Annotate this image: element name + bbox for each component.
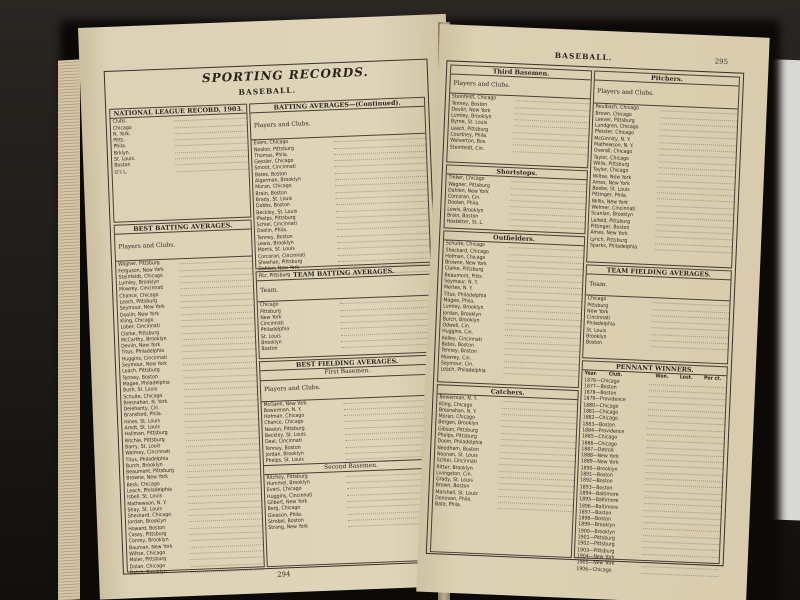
row-label: Devlin, New York (451, 106, 491, 115)
row-label: Lewis, Brooklyn (257, 239, 294, 248)
row-label: 1892—Boston (579, 477, 613, 485)
row-label: Bush, St. Louis (122, 386, 158, 394)
row-label: Brady, St. Louis (255, 195, 293, 204)
row-label: Moran, Chicago (438, 413, 476, 421)
row-label: Lynch, Pittsburg (590, 236, 628, 244)
row-label: Scanlan, Brooklyn (591, 210, 634, 219)
row-label: Tenney, Boston (265, 444, 301, 452)
row-label: Overall, Chicago (593, 147, 633, 156)
row-label: Doolin, New York (119, 310, 160, 319)
row-label: Beckley, St. Louis (256, 208, 298, 216)
row-label: Jordan, Brooklyn (442, 309, 482, 318)
row-label: Philadelphia (586, 320, 616, 329)
row-label: 1886—Chicago (581, 439, 617, 448)
table-title: Third Basemen. (451, 66, 591, 81)
row-label: Titus, Philadelphia (125, 455, 169, 463)
row-label: Pittsburg (587, 302, 609, 309)
row-label: Ritter, Brooklyn (436, 463, 473, 472)
row-label: 1898—Boston (578, 515, 612, 523)
right-page (416, 24, 769, 600)
row-label: Evers, Chicago (266, 486, 302, 494)
row-label: St. Louis. (113, 155, 136, 163)
row-label: Evers, Chicago (253, 139, 289, 147)
row-label: Hallman, Pittsburg (124, 430, 168, 438)
table-title: BEST BATTING AVERAGES. (115, 221, 251, 236)
row-label: 1880—Chicago (583, 402, 619, 410)
page-number: 295 (714, 57, 729, 67)
row-label: Chance, Chicago (119, 291, 159, 300)
row-label: Strobel, Boston (267, 517, 304, 526)
row-label: Bransford, Phila. (123, 411, 163, 419)
row-label: Hummel, Brooklyn (266, 479, 310, 488)
left-page (78, 14, 468, 600)
row-label: 1881—Chicago (582, 408, 619, 416)
row-label: Mowrey, Cincinnati (118, 285, 164, 294)
row-label: 1876—Chicago (584, 376, 620, 385)
row-label: 1882—Chicago (582, 414, 619, 423)
row-label: Wiltse, New York (592, 173, 632, 181)
row-label: Conroy, Brooklyn (128, 537, 169, 545)
row-label: Dobbs, Boston (255, 202, 290, 210)
row-label: Byrne, St. Louis (450, 119, 488, 127)
column-label: Team. (586, 275, 731, 302)
row-label: 1902—Pittsburg (577, 540, 615, 549)
row-label: 1885—Chicago (581, 433, 618, 442)
row-label: Lumley, Brooklyn (451, 112, 492, 121)
row-label: Grady, St. Louis (435, 476, 473, 484)
team-batting-table (255, 265, 434, 360)
row-label: Boston (585, 339, 603, 347)
row-label: Brooklyn (585, 333, 607, 341)
row-label: Dooin, Philadelphia (437, 438, 483, 447)
row-label: Tinker, Chicago (448, 174, 485, 183)
row-label: Smoot, Cincinnati (254, 164, 296, 172)
row-label: Bate, Phila. (434, 501, 462, 509)
row-label: Gibson, Pittsburg (437, 426, 479, 434)
row-label: Gessler, Chicago (254, 158, 294, 166)
row-label: Leever, Pittsburg (595, 116, 635, 125)
row-label: Brooklyn (261, 339, 282, 347)
table-section: First Basemen. (260, 365, 434, 381)
row-label: Huggins, Cincinnati (121, 354, 168, 363)
row-label: Donovan, Phila. (435, 495, 472, 503)
row-label: Browne, New York (444, 259, 487, 268)
row-label: Chance, Chicago (264, 419, 304, 427)
row-label: Courtney, Phila. (450, 131, 488, 140)
row-label: Jordan, Brooklyn (265, 450, 304, 459)
row-label: Arndt, St. Louis (124, 424, 161, 432)
row-label: Brklyn. (113, 149, 131, 157)
row-label: 1905—New York (576, 559, 615, 567)
row-label: 1901—Pittsburg (577, 534, 616, 542)
row-label: 1900—Brooklyn (577, 527, 615, 536)
row-label: Schlei, Cincinnati (436, 457, 478, 466)
row-label: Phelps, Pittsburg (256, 214, 296, 223)
row-label: Dahlen, New York (447, 187, 489, 196)
row-label: Phila. (113, 143, 127, 151)
team-fielding-table (582, 264, 732, 364)
row-label: Dahlen, New York (258, 264, 300, 273)
row-label: Pittinger, Boston (590, 223, 630, 232)
pennant-winners-table (574, 360, 728, 574)
column-header: Club. (608, 371, 623, 379)
row-label: Steinfeldt, Chicago (451, 93, 497, 102)
row-label: 1906—Chicago (576, 565, 612, 574)
row-label: McCarthy, Brooklyn (120, 335, 167, 344)
row-label: Leach, Pittsburg (119, 298, 158, 306)
row-label: Dolan, Chicago (129, 562, 166, 570)
row-label: Marshall, St. Louis (435, 488, 478, 497)
row-label: 1887—Detroit (581, 446, 615, 454)
row-label: Lumley, Brooklyn (443, 303, 484, 312)
row-label: Strang, New York (268, 523, 309, 532)
row-label: Bergen, Brooklyn (438, 419, 479, 428)
row-label: McGinnity, N. Y. (594, 135, 631, 143)
column-label: Players and Clubs. (250, 107, 425, 141)
row-label: Willis, Pittsburg (593, 160, 630, 169)
row-label: Brain, Boston (255, 189, 287, 197)
row-label: Leach, Pittsburg (122, 367, 160, 375)
row-label: Taylor, Chicago (592, 166, 629, 175)
row-label: Tenney, Boston (257, 233, 293, 242)
column-header: Year. (584, 370, 598, 378)
row-label: Bates, Boston (441, 341, 474, 349)
row-label: Beebe, St. Louis (592, 185, 630, 194)
row-label: Phelps, St. Louis (265, 456, 304, 465)
row-label: Boston (261, 345, 278, 353)
row-label: Sheckard, Chicago (445, 247, 489, 255)
row-label: 1884—Providence (581, 427, 625, 436)
row-label: Huggins, Cin. (441, 328, 474, 337)
row-label: Schulte, Chicago (123, 392, 163, 401)
row-label: N. York. (113, 130, 131, 138)
row-label: Wagner, Pittsburg (118, 260, 160, 268)
row-label: Delehanty, Cin. (123, 405, 160, 413)
outfielders-table (437, 230, 585, 388)
row-label: Mathewson, N. Y. (593, 141, 634, 150)
row-label: Howard, Boston (128, 524, 166, 533)
row-label: Leach, Philadelphia (126, 486, 173, 495)
table-title: Catchers. (437, 385, 577, 400)
row-label: Magee, Phila. (443, 297, 475, 305)
row-label: Brain, Boston (446, 212, 479, 220)
row-label: Morris, St. Louis (257, 246, 295, 254)
table-section: Second Basemen. (264, 458, 438, 475)
table-title: Outfielders. (444, 231, 584, 246)
row-label: Kling, Chicago (438, 400, 473, 409)
row-label: 1888—New York (580, 452, 619, 461)
row-label: Berg, Chicago (267, 505, 301, 513)
row-label: 1893—Boston (579, 483, 613, 492)
table-title: Shortstops. (447, 165, 587, 180)
row-label: Wiltse, Chicago (129, 549, 166, 558)
row-label: Pfeister, Chicago (594, 129, 635, 137)
row-label: Clarke, Pittsburg (120, 329, 160, 338)
table-title: BATTING AVERAGES—(Continued). (250, 98, 424, 114)
row-label: 1891—Boston (580, 471, 614, 479)
row-label: Chicago (587, 295, 607, 303)
page-subheader: BASEBALL. (238, 85, 297, 97)
row-label: Seymour, Cin. (440, 360, 474, 368)
row-label: Corcoran, Cincinnati (257, 252, 306, 260)
page-header: BASEBALL. (554, 50, 613, 63)
row-label: Reulbach, Chicago (595, 103, 639, 112)
column-label: Players and Clubs. (261, 374, 436, 402)
row-label: G's L. (114, 168, 128, 176)
row-label: Nealon, Pittsburg (253, 145, 294, 153)
row-label: Leifeld, Pittsburg (590, 217, 631, 225)
row-label: Devlin, New York (121, 342, 161, 350)
row-label: St. Louis (586, 327, 607, 335)
row-label: Phelps, Pittsburg (437, 432, 477, 440)
row-label: Leach, Pittsburg (450, 125, 489, 133)
row-label: Noonan, St. Louis (436, 451, 478, 459)
column-label: Players and Clubs. (594, 81, 739, 110)
row-label: Brown, Chicago (595, 110, 632, 118)
row-label: Burch, Brooklyn (125, 461, 163, 470)
best-batting-table (114, 219, 265, 577)
row-label: Isbell, St. Louis (126, 493, 163, 501)
row-label: Lewis, Brooklyn (447, 206, 484, 214)
row-label: Beck, Chicago (126, 480, 160, 489)
row-label: Moler, Pittsburg (129, 556, 167, 564)
row-label: Ferguson, New York (118, 266, 164, 275)
row-label: Nealon, Pittsburg (264, 425, 305, 433)
row-label: Deal, Cincinnati (264, 438, 303, 446)
row-label: 1895—Baltimore (579, 496, 619, 505)
row-label: Gilbert, New York (267, 498, 308, 507)
best-fielding-table (259, 355, 443, 568)
row-label: Shay, St. Louis (127, 506, 162, 514)
row-label: Doolan, Phila. (447, 199, 480, 208)
row-label: Schiel, Cincinnati (256, 220, 297, 229)
row-label: Lundgren, Chicago (594, 122, 639, 131)
row-label: 1897—Boston (578, 509, 612, 517)
page-number: 294 (276, 570, 291, 579)
column-label: Players and Clubs. (115, 230, 252, 262)
row-label: Mertes, N. Y. (443, 284, 473, 292)
row-label: Clarke, Pittsburg (444, 265, 484, 274)
row-label: Beaumont, Pittsburg (125, 467, 175, 476)
row-label: 1904—New York (576, 553, 615, 561)
row-label: Chicago (259, 301, 279, 309)
row-label: Sheehan, Pittsburg (258, 258, 303, 267)
row-label: 1890—Brooklyn (580, 465, 618, 473)
table-title: BEST FIELDING AVERAGES. (260, 356, 434, 372)
row-label: Odwell, Cin. (442, 322, 471, 330)
row-label: Seymour, New York (119, 304, 166, 312)
column-header: Per ct. (703, 375, 722, 383)
row-label: Chicago (112, 124, 132, 132)
row-label: Needham, Boston (437, 444, 480, 453)
row-label: Pitts. (113, 137, 126, 144)
row-label: Brown, Boston (435, 482, 470, 491)
row-label: Welmer, Cincinnati (591, 204, 636, 213)
row-label: Titus, Philadelphia (443, 291, 487, 299)
row-label: Hofman, Chicago (445, 253, 486, 261)
table-title: PENNANT WINNERS. (583, 361, 727, 376)
shortstops-table (443, 164, 588, 234)
column-label: Team. (257, 275, 432, 303)
row-label: Wolverton, Bos. (449, 137, 487, 146)
row-label: Hostetter, St. L. (446, 218, 484, 227)
row-label: Cincinnati (586, 314, 611, 322)
row-label: Casey, Pittsburg (128, 531, 167, 539)
row-label: Bowerman, N. Y. (439, 394, 478, 403)
row-label: Kelley, Cincinnati (441, 335, 483, 343)
row-label: Tenney, Boston (122, 373, 159, 382)
row-label: 1899—Brooklyn (578, 521, 616, 530)
row-label: Hofman, Chicago (263, 412, 305, 421)
row-label: Corcoran, Cin. (447, 193, 481, 202)
column-header: Won. (655, 373, 669, 381)
row-label: Burch, Brooklyn (442, 316, 480, 324)
page-edges (58, 59, 80, 600)
row-label: Livingston, Cin. (436, 470, 473, 478)
row-label: Browne, New York (126, 474, 169, 482)
row-label: Ames, New York (592, 179, 630, 187)
row-label: 1894—Baltimore (579, 490, 619, 498)
catchers-table (430, 384, 579, 558)
row-label: Clubs. (112, 118, 128, 126)
row-label: Hines, St. Louis (124, 417, 161, 426)
row-label: Tenney, Boston (451, 100, 488, 108)
row-label: Bresnahan, N. Y. (438, 407, 477, 415)
row-label: Schulte, Chicago (445, 240, 486, 249)
row-label: 1879—Providence (583, 395, 626, 404)
row-label: Tenney, Boston (441, 347, 477, 356)
row-label: Beaumont, Pitts. (444, 272, 484, 280)
row-label: New York (260, 314, 282, 322)
row-label: Batch, Brooklyn (129, 568, 167, 577)
row-label: Jordan, Brooklyn (127, 518, 167, 526)
row-label: McGann, New York (263, 400, 307, 408)
row-label: Boston (114, 162, 131, 170)
table-title: NATIONAL LEAGUE RECORD, 1903. (110, 105, 246, 120)
row-label: Ritchey, Pittsburg (266, 473, 308, 481)
row-label: Huggins, Cincinnati (267, 492, 313, 500)
row-label: Magee, Philadelphia (122, 379, 170, 388)
table-title: Pitchers. (595, 72, 739, 87)
row-label: Lober, Cincinnati (120, 323, 161, 331)
row-label: Sheckard, Chicago (127, 511, 172, 520)
row-label: Barry, St. Louis (125, 443, 161, 451)
row-label: Bates, Boston (254, 170, 288, 179)
third-basemen-table (446, 64, 592, 168)
row-label: Walmey, Cincinnati (125, 448, 171, 457)
row-label: Thomas, Phila. (253, 151, 289, 160)
row-label: Seymour, N. Y. (444, 278, 478, 286)
row-label: Doolin, Phila. (256, 227, 288, 235)
row-label: St. Louis (260, 333, 281, 340)
row-label: Kling, Chicago (120, 317, 154, 325)
row-label: 1896—Baltimore (578, 502, 619, 511)
column-label: Players and Clubs. (450, 75, 591, 100)
league-record-table (109, 104, 251, 223)
row-label: Bresnahan, N. York (123, 398, 168, 407)
row-label: Philadelphia (260, 326, 290, 334)
row-label: 1903—Pittsburg (576, 546, 615, 555)
pitchers-table (586, 70, 740, 268)
row-label: Pittsburg (259, 308, 281, 315)
row-label: 1878—Boston (583, 389, 617, 397)
row-label: Bauman, New York (128, 543, 173, 552)
row-label: New York (586, 308, 609, 316)
row-label: Leach, Philadelphia (440, 366, 486, 375)
row-label: 1889—New York (580, 458, 619, 467)
row-label: Mowrey, Cin. (440, 353, 472, 362)
table-title: TEAM BATTING AVERAGES. (257, 266, 431, 282)
row-label: Taylor, Chicago (593, 154, 630, 162)
row-label: Ames, New York (590, 229, 628, 238)
table-title: TEAM FIELDING AVERAGES. (587, 265, 731, 280)
row-label: Mathewson, N. Y. (127, 499, 167, 508)
row-label: 1877—Boston (583, 383, 617, 391)
row-label: Wagner, Pittsburg (448, 181, 491, 189)
row-label: Sparks, Philadelphia (589, 242, 638, 251)
column-header: Lost. (679, 374, 693, 382)
row-label: 1883—Boston (582, 420, 616, 429)
row-label: Beckley, St. Louis (264, 431, 306, 440)
row-label: Seymour, New York (121, 360, 168, 369)
row-label: Steinfeldt, Chicago (118, 272, 163, 281)
row-label: Lumley, Brooklyn (118, 279, 160, 287)
row-label: Steinfeldt, Cin. (449, 144, 485, 152)
row-label: Cincinnati (260, 320, 284, 328)
row-label: Moran, Chicago (255, 183, 292, 191)
row-label: Algerman, Brooklyn (254, 176, 302, 185)
page-header: SPORTING RECORDS. (201, 64, 369, 86)
row-label: Fitz, Pittsburg (258, 271, 291, 279)
row-label: Gleason, Phila. (267, 511, 303, 519)
row-label: Titus, Philadelphia (121, 348, 165, 357)
row-label: Ritchie, Pittsburg (124, 436, 165, 445)
row-label: Pittinger, Phila. (591, 191, 628, 200)
row-label: Willis, New York (591, 198, 629, 206)
row-label: Bowerman, N. Y. (263, 406, 302, 415)
